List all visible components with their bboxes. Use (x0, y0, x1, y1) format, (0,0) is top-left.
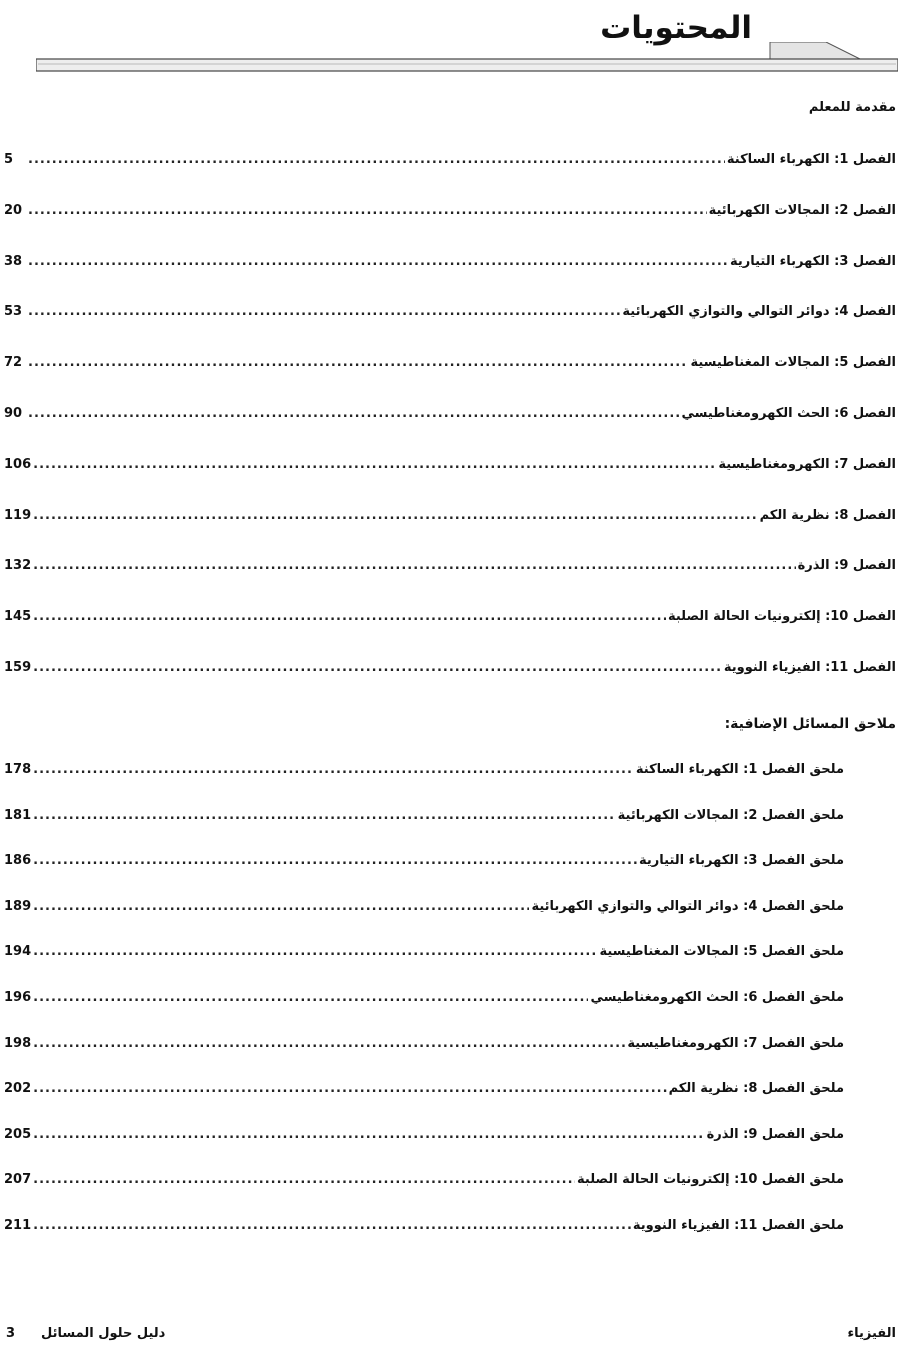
dot-leader (28, 148, 725, 172)
chapter-entry[interactable] (4, 199, 896, 223)
dot-leader (33, 849, 637, 873)
appendix-entry-page-number: 194 (4, 944, 32, 960)
appendix-entry-page-number: 207 (4, 1172, 32, 1188)
appendix-entry[interactable] (4, 804, 844, 828)
appendix-entry-title: ملحق الفصل 9: الذرة (706, 1126, 844, 1142)
appendix-entry[interactable] (4, 1032, 844, 1056)
chapter-entry-page-number: 106 (4, 456, 32, 472)
dot-leader (33, 656, 722, 680)
chapter-entry-title: الفصل 6: الحث الكهرومغناطيسي (681, 406, 896, 421)
chapter-entry[interactable] (4, 402, 896, 426)
footer-page-number: 3 (6, 1326, 16, 1341)
appendix-entry-page-number: 181 (4, 807, 32, 823)
appendix-entry-title: ملحق الفصل 11: الفيزياء النووية (632, 1218, 844, 1233)
dot-leader (28, 402, 679, 426)
footer-subject: الفيزياء (847, 1326, 896, 1341)
chapter-entry-title: الفصل 9: الذرة (797, 558, 896, 574)
chapter-entry[interactable] (4, 605, 896, 629)
teacher-introduction: مقدمة للمعلم (808, 100, 896, 115)
dot-leader (33, 605, 666, 629)
chapter-entry-title: الفصل 11: الفيزياء النووية (723, 660, 896, 675)
appendix-entry-title: ملحق الفصل 10: إلكترونيات الحالة الصلبة (577, 1172, 844, 1188)
appendix-entry-title: ملحق الفصل 8: نظرية الكم (668, 1081, 844, 1097)
appendix-entry-page-number: 211 (4, 1218, 32, 1233)
dot-leader (33, 940, 597, 964)
chapter-entry-page-number: 53 (4, 304, 23, 320)
appendix-entry-title: ملحق الفصل 2: المجالات الكهربائية (617, 807, 844, 823)
appendix-entry[interactable] (4, 986, 844, 1010)
appendix-entry-page-number: 189 (4, 898, 32, 914)
chapter-entry-title: الفصل 2: المجالات الكهربائية (708, 202, 896, 218)
dot-leader (33, 986, 588, 1010)
chapter-entry[interactable] (4, 504, 896, 528)
appendix-entry[interactable] (4, 940, 844, 964)
chapter-entry-page-number: 90 (4, 406, 23, 421)
chapter-entry-page-number: 38 (4, 253, 23, 269)
chapter-entry[interactable] (4, 554, 896, 578)
title-band-decoration (36, 42, 898, 78)
dot-leader (28, 300, 620, 324)
chapter-entry-title: الفصل 3: الكهرباء التيارية (730, 253, 896, 269)
dot-leader (33, 758, 634, 782)
appendix-entry[interactable] (4, 1077, 844, 1101)
appendix-entry[interactable] (4, 849, 844, 873)
appendix-entry-title: ملحق الفصل 7: الكهرومغناطيسية (627, 1035, 844, 1051)
appendix-entry-page-number: 196 (4, 990, 32, 1005)
page-title: المحتويات (600, 10, 752, 46)
chapter-entry-page-number: 72 (4, 355, 23, 371)
dot-leader (33, 1032, 625, 1056)
chapter-entry[interactable] (4, 148, 896, 172)
dot-leader (33, 1214, 631, 1238)
appendix-entry-title: ملحق الفصل 3: الكهرباء التيارية (639, 853, 844, 869)
dot-leader (28, 199, 707, 223)
chapter-entry[interactable] (4, 453, 896, 477)
dot-leader (33, 1123, 704, 1147)
dot-leader (33, 1168, 575, 1192)
appendix-entry-page-number: 205 (4, 1126, 32, 1142)
appendix-entry-title: ملحق الفصل 5: المجالات المغناطيسية (599, 944, 844, 960)
appendix-entry[interactable] (4, 758, 844, 782)
chapter-entry-title: الفصل 10: إلكترونيات الحالة الصلبة (667, 609, 896, 625)
dot-leader (33, 554, 795, 578)
chapter-entry[interactable] (4, 656, 896, 680)
dot-leader (33, 453, 716, 477)
chapter-entry-page-number: 132 (4, 558, 32, 574)
dot-leader (33, 504, 757, 528)
footer-book-title: دليل حلول المسائل (41, 1326, 166, 1341)
chapter-entry-page-number: 145 (4, 609, 32, 625)
appendix-entry[interactable] (4, 1168, 844, 1192)
appendix-entry[interactable] (4, 895, 844, 919)
chapter-entry[interactable] (4, 351, 896, 375)
chapter-entry-page-number: 159 (4, 660, 32, 675)
chapter-entry-title: الفصل 7: الكهرومغناطيسية (718, 456, 896, 472)
dot-leader (33, 804, 616, 828)
dot-leader (28, 351, 688, 375)
appendix-entry-title: ملحق الفصل 1: الكهرباء الساكنة (635, 762, 844, 777)
chapter-entry-page-number: 5 (4, 152, 14, 167)
chapter-entry[interactable] (4, 250, 896, 274)
appendix-entry-title: ملحق الفصل 6: الحث الكهرومغناطيسي (590, 990, 844, 1005)
chapter-entry-page-number: 119 (4, 507, 32, 523)
dot-leader (33, 895, 529, 919)
chapter-entry-title: الفصل 5: المجالات المغناطيسية (690, 355, 896, 371)
dot-leader (33, 1077, 666, 1101)
appendix-entry[interactable] (4, 1123, 844, 1147)
appendix-section-heading: ملاحق المسائل الإضافية: (724, 716, 896, 732)
appendix-entry-page-number: 202 (4, 1081, 32, 1097)
chapter-entry-title: الفصل 4: دوائر التوالي والتوازي الكهربائية (622, 304, 896, 320)
footer-book-info (6, 1326, 165, 1341)
appendix-entry-page-number: 186 (4, 853, 32, 869)
dot-leader (28, 250, 728, 274)
appendix-entry-page-number: 178 (4, 762, 32, 777)
appendix-entry-page-number: 198 (4, 1035, 32, 1051)
chapter-entry-title: الفصل 8: نظرية الكم (759, 507, 896, 523)
chapter-entry[interactable] (4, 300, 896, 324)
appendix-entry-title: ملحق الفصل 4: دوائر التوالي والتوازي الكهربائية (531, 898, 844, 914)
chapter-entry-title: الفصل 1: الكهرباء الساكنة (726, 152, 896, 167)
chapter-entry-page-number: 20 (4, 202, 23, 218)
appendix-entry[interactable] (4, 1214, 844, 1238)
